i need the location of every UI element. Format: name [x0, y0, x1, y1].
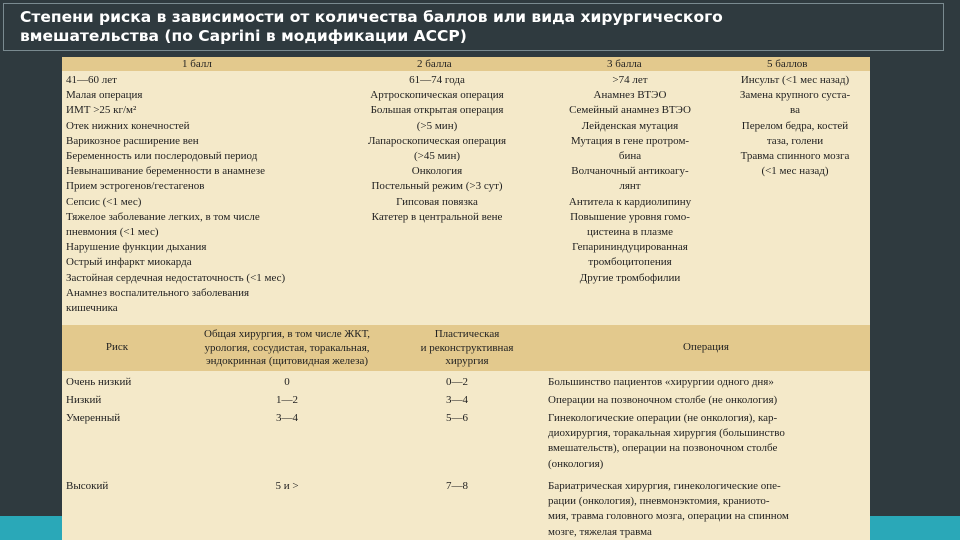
operation-cell	[548, 393, 866, 408]
factor: 61—74 года	[409, 74, 465, 86]
factor: Варикозное расширение вен	[66, 134, 199, 147]
operation-header: Операция	[683, 341, 729, 353]
factor: ИМТ >25 кг/м²	[66, 104, 137, 117]
factor: Анамнез воспалительного заболевания	[66, 286, 250, 299]
factor: Анамнез ВТЭО	[593, 89, 667, 102]
factor: >74 лет	[612, 74, 648, 86]
factor: лянт	[619, 180, 641, 193]
plastic-score: 5—6	[446, 412, 468, 424]
factor: Невынашивание беременности в анамнезе	[66, 165, 265, 178]
points-header-row	[62, 57, 870, 71]
header-3-points: 3 балла	[607, 58, 642, 70]
risk-header-row	[62, 325, 870, 371]
risk-name: Очень низкий	[66, 376, 132, 388]
factor: Артроскопическая операция	[370, 89, 504, 102]
risk-name: Высокий	[66, 480, 109, 492]
factor: Инсульт (<1 мес назад)	[740, 74, 850, 86]
operation-cell	[548, 411, 866, 472]
factor: Прием эстрогенов/гестагенов	[66, 180, 205, 193]
factor: (<1 мес назад)	[761, 165, 829, 178]
header-line: урология, сосудистая, торакальная,	[204, 341, 370, 354]
operation-line: вмешательств), операции на позвоночном столбе	[548, 442, 778, 455]
operation-cell	[548, 375, 866, 390]
factor: Семейный анамнез ВТЭО	[569, 104, 691, 117]
operation-line: мия, травма головного мозга, операции на спинном	[548, 510, 789, 523]
operation-line: Бариатрическая хирургия, гинекологические опе-	[548, 480, 781, 492]
header-line: эндокринная (щитовидная железа)	[205, 355, 369, 367]
header-2-points: 2 балла	[417, 58, 452, 70]
slide-title	[3, 3, 944, 51]
factor: Постельный режим (>3 сут)	[371, 180, 503, 193]
factor: Большая открытая операция	[370, 104, 504, 117]
operation-cell	[548, 479, 866, 540]
factor: Катетер в центральной вене	[371, 210, 503, 223]
factor: Лейденская мутация	[581, 119, 679, 132]
factor: 41—60 лет	[66, 74, 117, 86]
operation-line: Большинство пациентов «хирургии одного дня»	[548, 376, 774, 388]
risk-name: Низкий	[66, 394, 102, 406]
plastic-score: 3—4	[446, 394, 468, 406]
plastic-score: 0—2	[446, 376, 468, 388]
factor: (>5 мин)	[416, 119, 458, 132]
factor: Острый инфаркт миокарда	[66, 256, 192, 269]
col-5-points	[722, 73, 868, 179]
plastic-surgery-header	[402, 328, 532, 369]
caprini-table-image	[62, 57, 870, 540]
col-1-point	[66, 73, 285, 316]
factor: тромбоцитопения	[588, 256, 672, 269]
factor: Повышение уровня гомо-	[570, 210, 690, 223]
factor: бина	[618, 150, 642, 163]
factor: цистеина в плазме	[587, 226, 673, 239]
factor: кишечника	[66, 302, 118, 315]
general-surgery-header	[172, 328, 402, 369]
operation-line: диохирургия, торакальная хирургия (большинство	[548, 427, 785, 440]
risk-header: Риск	[105, 341, 129, 353]
operation-line: Гинекологические операции (не онкология), кар-	[548, 412, 778, 424]
general-score: 1—2	[276, 394, 298, 406]
factor: Тяжелое заболевание легких, в том числе	[66, 210, 260, 223]
factor: пневмония (<1 мес)	[66, 226, 159, 239]
factor: Гепарининдуцированная	[572, 241, 688, 254]
header-line: и реконструктивная	[420, 341, 514, 354]
factor: Волчаночный антикоагу-	[571, 165, 689, 178]
risk-name: Умеренный	[66, 412, 121, 424]
factor: Перелом бедра, костей	[741, 119, 849, 132]
title-line-2: вмешательства (по Caprini в модификации ACCP)	[20, 27, 467, 45]
factor: Сепсис (<1 мес)	[66, 195, 142, 208]
header-line: хирургия	[445, 355, 489, 367]
factor: Малая операция	[66, 89, 143, 102]
factor: Беременность или послеродовый период	[66, 150, 258, 163]
col-2-points	[332, 73, 542, 225]
factor: Антитела к кардиолипину	[568, 195, 692, 208]
factor: ва	[790, 104, 800, 117]
factor: Отек нижних конечностей	[66, 119, 190, 132]
operation-line: мозге, тяжелая травма	[548, 525, 652, 538]
factor: Гипсовая повязка	[396, 195, 478, 208]
general-score: 0	[284, 376, 290, 388]
col-3-points	[540, 73, 720, 286]
general-score: 5 и >	[275, 480, 299, 492]
factor: Травма спинного мозга	[740, 150, 850, 163]
plastic-score: 7—8	[446, 480, 468, 492]
title-line-1: Степени риска в зависимости от количества баллов или вида хирургического	[20, 8, 723, 26]
factor: Лапароскопическая операция	[367, 134, 507, 147]
factor: Онкология	[411, 165, 463, 178]
factor: Другие тромбофилии	[579, 271, 681, 284]
operation-line: (онкология)	[548, 457, 604, 470]
operation-line: Операции на позвоночном столбе (не онкология)	[548, 394, 778, 406]
operation-line: рации (онкология), пневмонэктомия, краниото-	[548, 495, 770, 508]
factor: Нарушение функции дыхания	[66, 241, 207, 254]
factor: Застойная сердечная недостаточность (<1 мес)	[66, 271, 286, 284]
factor: Мутация в гене протром-	[570, 134, 690, 147]
general-score: 3—4	[276, 412, 298, 424]
header-5-points: 5 баллов	[767, 58, 808, 70]
header-1-point: 1 балл	[182, 58, 212, 70]
factor: (>45 мин)	[413, 150, 460, 163]
factor: таза, голени	[766, 134, 824, 147]
header-line: Общая хирургия, в том числе ЖКТ,	[204, 328, 370, 340]
factor: Замена крупного суста-	[739, 89, 851, 102]
header-line: Пластическая	[434, 328, 500, 340]
